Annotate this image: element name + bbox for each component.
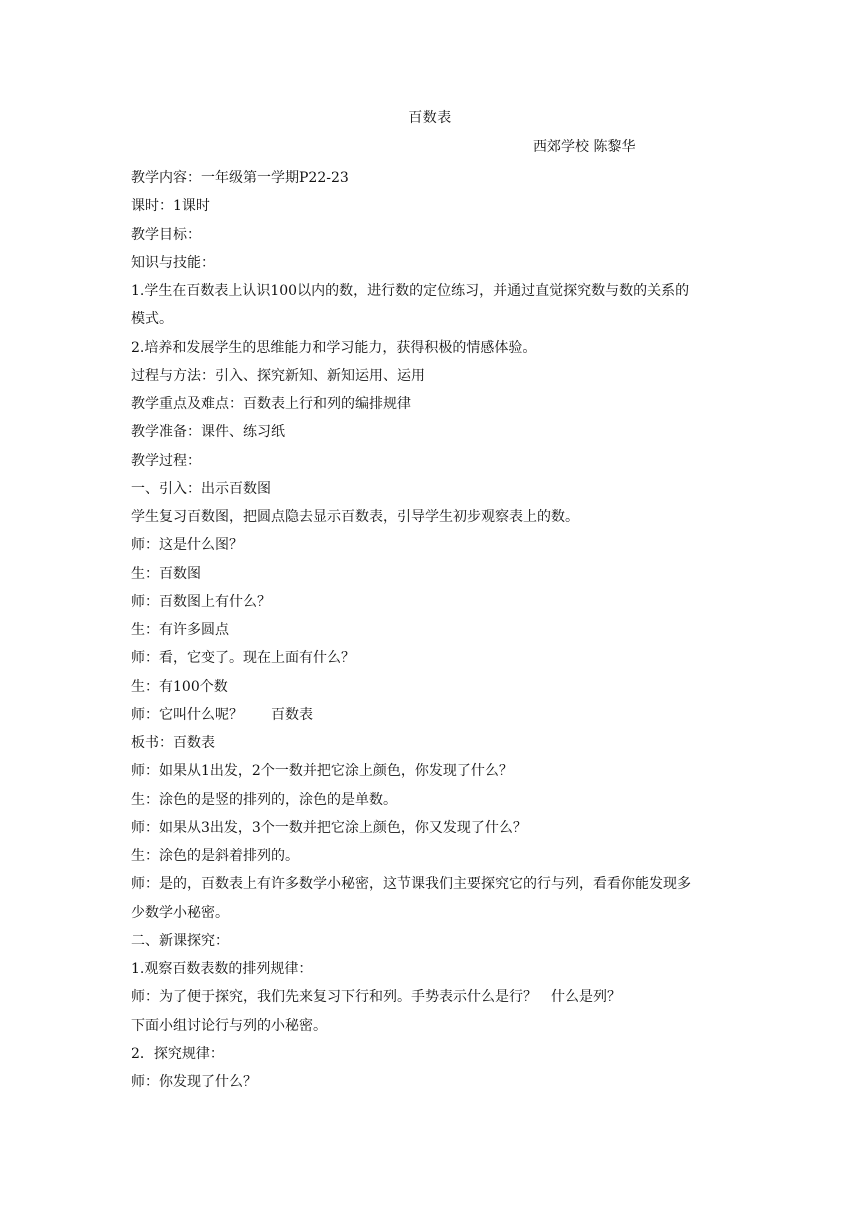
text-line: 知识与技能： bbox=[131, 254, 215, 271]
text-line: 师：是的，百数表上有许多数学小秘密，这节课我们主要探究它的行与列，看看你能发现多 bbox=[131, 876, 691, 893]
text-line: 师：你发现了什么？ bbox=[131, 1074, 257, 1090]
text-line: 模式。 bbox=[131, 311, 173, 328]
text-line: 生：百数图 bbox=[131, 565, 201, 582]
document-title: 百数表 bbox=[408, 110, 452, 126]
text-line: 1.观察百数表数的排列规律： bbox=[131, 961, 313, 977]
text-line: 教学准备：课件、练习纸 bbox=[131, 424, 285, 441]
document-body bbox=[131, 164, 731, 1096]
text-line: 课时：1课时 bbox=[131, 198, 210, 215]
text-line: 师：百数图上有什么？ bbox=[131, 593, 271, 610]
text-line: 二、新课探究： bbox=[131, 932, 229, 949]
text-line: 1.学生在百数表上认识100以内的数，进行数的定位练习，并通过直觉探究数与数的关系的 bbox=[131, 283, 690, 299]
text-line: 板书：百数表 bbox=[131, 735, 215, 751]
text-line: 师：为了便于探究，我们先来复习下行和列。手势表示什么是行？ 什么是列？ bbox=[131, 989, 621, 1006]
text-line: 2.培养和发展学生的思维能力和学习能力，获得积极的情感体验。 bbox=[131, 339, 537, 356]
text-line: 生：有许多圆点 bbox=[131, 622, 229, 638]
text-line: 少数学小秘密。 bbox=[131, 904, 229, 921]
text-line: 学生复习百数图，把圆点隐去显示百数表，引导学生初步观察表上的数。 bbox=[131, 509, 579, 525]
text-line: 师：如果从3出发，3个一数并把它涂上颜色，你又发现了什么？ bbox=[131, 819, 527, 836]
text-line: 教学重点及难点：百数表上行和列的编排规律 bbox=[131, 396, 411, 412]
text-line: 教学过程： bbox=[131, 452, 201, 469]
text-line: 生：涂色的是竖的排列的，涂色的是单数。 bbox=[131, 791, 397, 808]
text-line: 下面小组讨论行与列的小秘密。 bbox=[131, 1017, 327, 1034]
text-line: 教学内容：一年级第一学期P22-23 bbox=[131, 170, 349, 186]
text-line: 师：看，它变了。现在上面有什么？ bbox=[131, 650, 355, 667]
text-line: 师：如果从1出发，2个一数并把它涂上颜色，你发现了什么？ bbox=[131, 763, 513, 780]
text-line: 教学目标： bbox=[131, 226, 201, 243]
text-line: 师：它叫什么呢？ 百数表 bbox=[131, 706, 313, 723]
text-line: 2．探究规律： bbox=[131, 1045, 224, 1062]
text-line: 生：涂色的是斜着排列的。 bbox=[131, 848, 299, 864]
text-line: 生：有100个数 bbox=[131, 678, 228, 695]
author-line: 西郊学校 陈黎华 bbox=[533, 139, 636, 155]
text-line: 师：这是什么图？ bbox=[131, 537, 243, 554]
text-line: 一、引入：出示百数图 bbox=[131, 480, 271, 497]
text-line: 过程与方法：引入、探究新知、新知运用、运用 bbox=[131, 367, 425, 384]
